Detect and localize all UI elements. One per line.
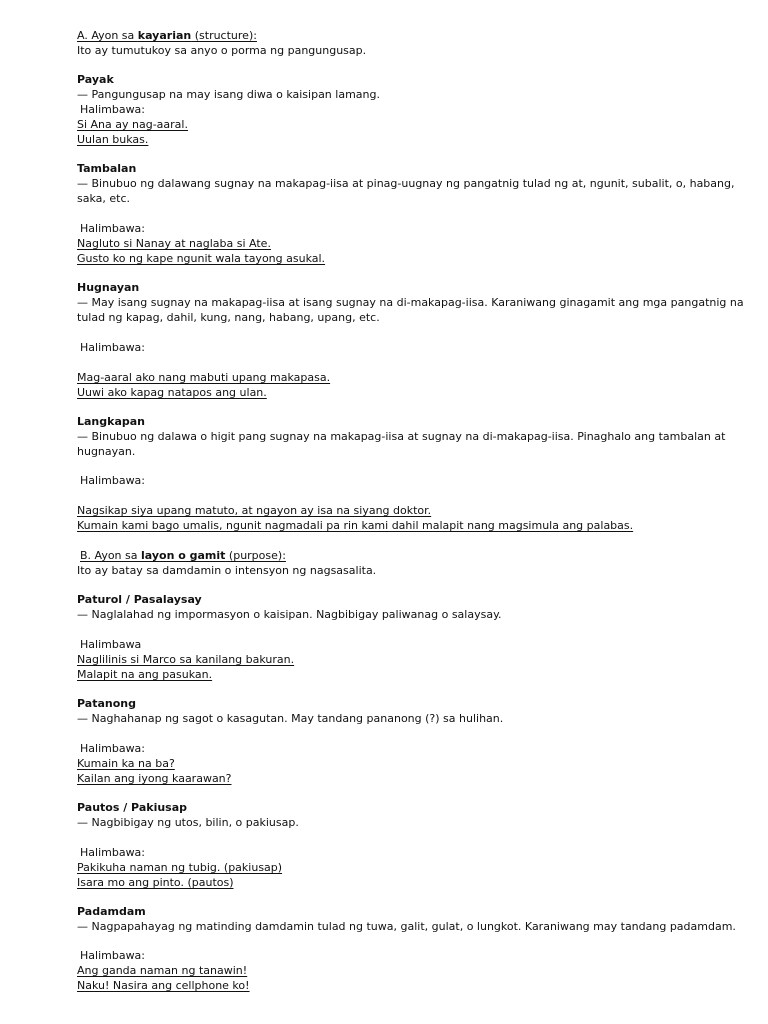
pautos-example-2: Isara mo ang pinto. (pautos) bbox=[77, 876, 234, 889]
payak-example-1: Si Ana ay nag-aaral. bbox=[77, 118, 188, 131]
hugnayan-title: Hugnayan bbox=[77, 281, 140, 294]
padamdam-example-2: Naku! Nasira ang cellphone ko! bbox=[77, 979, 250, 992]
padamdam-example-1: Ang ganda naman ng tanawin! bbox=[77, 964, 248, 977]
payak-example-label: Halimbawa: bbox=[80, 103, 146, 116]
langkapan-example-1: Nagsikap siya upang matuto, at ngayon ay isa na siyang doktor. bbox=[77, 504, 432, 517]
section-b-heading bbox=[77, 548, 754, 563]
tambalan-title: Tambalan bbox=[77, 162, 137, 175]
pautos-example-label: Halimbawa: bbox=[80, 846, 146, 859]
patanong-title: Patanong bbox=[77, 697, 136, 710]
langkapan-title: Langkapan bbox=[77, 415, 146, 428]
payak-definition: — Pangungusap na may isang diwa o kaisipan lamang. bbox=[77, 88, 380, 101]
section-a-description: Ito ay tumutukoy sa anyo o porma ng pangungusap. bbox=[77, 44, 367, 57]
langkapan-example-2: Kumain kami bago umalis, ngunit nagmadali pa rin kami dahil malapit nang magsimula ang palabas. bbox=[77, 519, 634, 532]
section-b-heading-suffix: (purpose): bbox=[225, 549, 286, 562]
paturol-example-1: Naglilinis si Marco sa kanilang bakuran. bbox=[77, 653, 295, 666]
hugnayan-definition: — May isang sugnay na makapag-iisa at isang sugnay na di-makapag-iisa. Karaniwang ginagamit ang mga pangatnig na tulad ng kapag, dahil, kung, nang, habang, upang, etc. bbox=[77, 296, 744, 324]
padamdam-title: Padamdam bbox=[77, 905, 146, 918]
langkapan-definition: — Binubuo ng dalawa o higit pang sugnay na makapag-iisa at sugnay na di-makapag-iisa. Pinaghalo ang tambalan at hugnayan. bbox=[77, 430, 726, 458]
pautos-title: Pautos / Pakiusap bbox=[77, 801, 188, 814]
paturol-definition: — Naglalahad ng impormasyon o kaisipan. Nagbibigay paliwanag o salaysay. bbox=[77, 608, 502, 621]
payak-example-2: Uulan bukas. bbox=[77, 133, 149, 146]
hugnayan-example-1: Mag-aaral ako nang mabuti upang makapasa. bbox=[77, 371, 331, 384]
tambalan-example-label: Halimbawa: bbox=[80, 222, 146, 235]
padamdam-definition: — Nagpapahayag ng matinding damdamin tulad ng tuwa, galit, gulat, o lungkot. Karaniwang may tandang padamdam. bbox=[77, 920, 736, 933]
patanong-example-label: Halimbawa: bbox=[80, 742, 146, 755]
section-b-heading-bold: layon o gamit bbox=[141, 549, 226, 562]
patanong-definition: — Naghahanap ng sagot o kasagutan. May tandang pananong (?) sa hulihan. bbox=[77, 712, 504, 725]
hugnayan-example-label: Halimbawa: bbox=[80, 341, 146, 354]
tambalan-definition: — Binubuo ng dalawang sugnay na makapag-iisa at pinag-uugnay ng pangatnig tulad ng at, ngunit, subalit, o, habang, saka, etc. bbox=[77, 177, 735, 205]
section-a-heading bbox=[77, 28, 751, 43]
section-a-heading-suffix: (structure): bbox=[191, 29, 257, 42]
section-b-heading-prefix: B. Ayon sa bbox=[80, 549, 141, 562]
paturol-example-label: Halimbawa bbox=[80, 638, 142, 651]
payak-title: Payak bbox=[77, 73, 114, 86]
patanong-example-2: Kailan ang iyong kaarawan? bbox=[77, 772, 232, 785]
langkapan-example-label: Halimbawa: bbox=[80, 474, 146, 487]
hugnayan-example-2: Uuwi ako kapag natapos ang ulan. bbox=[77, 386, 267, 399]
tambalan-example-2: Gusto ko ng kape ngunit wala tayong asukal. bbox=[77, 252, 326, 265]
pautos-definition: — Nagbibigay ng utos, bilin, o pakiusap. bbox=[77, 816, 299, 829]
patanong-example-1: Kumain ka na ba? bbox=[77, 757, 175, 770]
paturol-title: Paturol / Pasalaysay bbox=[77, 593, 202, 606]
padamdam-example-label: Halimbawa: bbox=[80, 949, 146, 962]
section-b-description: Ito ay batay sa damdamin o intensyon ng nagsasalita. bbox=[77, 564, 377, 577]
section-a-heading-bold: kayarian bbox=[137, 29, 192, 42]
pautos-example-1: Pakikuha naman ng tubig. (pakiusap) bbox=[77, 861, 283, 874]
section-a-heading-prefix: A. Ayon sa bbox=[77, 29, 138, 42]
tambalan-example-1: Nagluto si Nanay at naglaba si Ate. bbox=[77, 237, 271, 250]
paturol-example-2: Malapit na ang pasukan. bbox=[77, 668, 213, 681]
